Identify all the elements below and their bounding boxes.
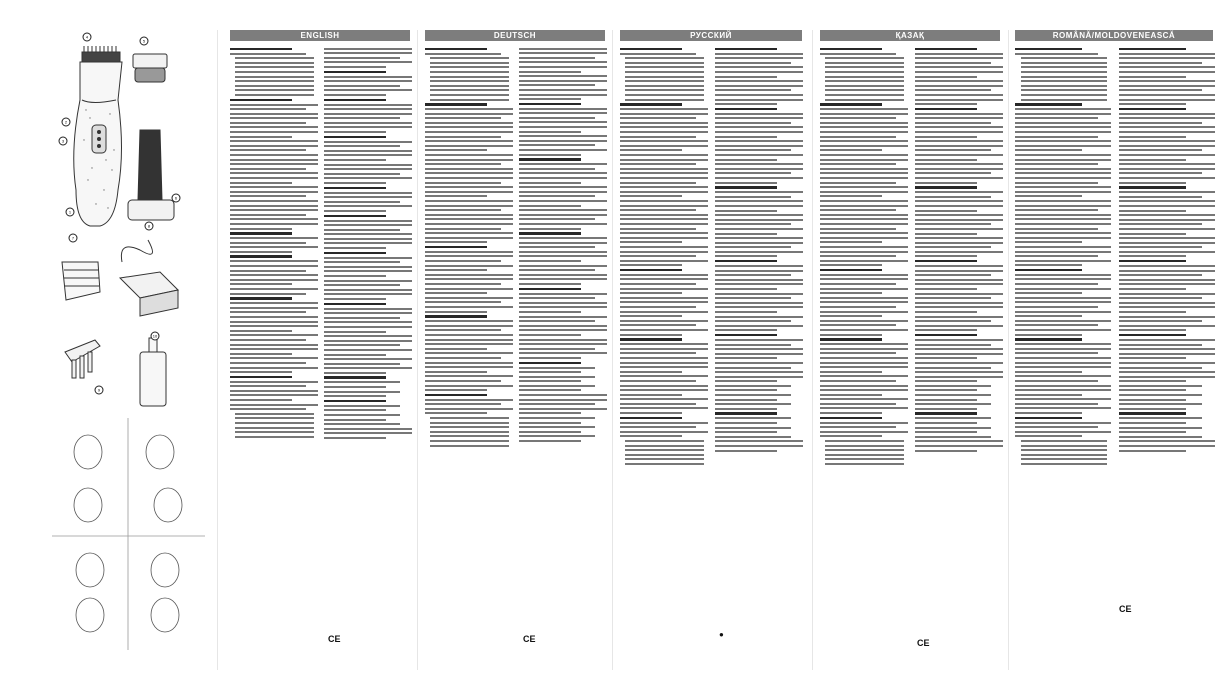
power-adapter-illustration [120,240,178,316]
deutsch-text-left [425,45,513,665]
clipper-illustration [74,46,122,226]
cutting-head-illustration [133,54,167,82]
divider-4 [812,30,813,670]
divider-5 [1008,30,1009,670]
callout-7: 7 [71,235,75,241]
column-english [230,30,414,670]
column-deutsch [425,30,609,670]
english-text-right [324,45,412,665]
callout-2: 2 [64,119,68,125]
deutsch-text-right [519,45,607,665]
divider-2 [417,30,418,670]
column-kazakh [820,30,1006,670]
eac-mark-russian: ● [719,630,724,639]
illustration-column [0,0,210,694]
callout-6: 6 [174,195,178,201]
callout-4: 4 [85,34,89,40]
callout-3: 3 [61,138,65,144]
ce-mark-english: CE [328,634,341,644]
ce-mark-deutsch: CE [523,634,536,644]
callout-10: 10 [152,333,158,339]
cleaning-brush-illustration [65,340,100,378]
callout-5: 5 [142,38,146,44]
divider-3 [612,30,613,670]
header-kazakh: ҚАЗАҚ [820,30,1000,41]
column-romanian [1015,30,1219,670]
callout-9: 9 [97,387,101,393]
russian-text-left [620,45,708,665]
english-text-left [230,45,318,665]
charging-stand-illustration [128,130,174,220]
header-russian: РУССКИЙ [620,30,802,41]
usage-diagrams [52,418,205,650]
oil-bottle-illustration [140,338,166,406]
callout-8: 8 [147,223,151,229]
ce-mark-kazakh: CE [917,638,930,648]
russian-text-right [715,45,803,665]
kazakh-text-left [820,45,908,665]
divider-1 [217,30,218,670]
column-russian [620,30,806,670]
ce-mark-romanian: CE [1119,604,1132,614]
romanian-text-right [1119,45,1215,665]
header-english: ENGLISH [230,30,410,41]
comb-attachment-illustration [62,262,100,300]
kazakh-text-right [915,45,1003,665]
product-illustrations [0,0,210,694]
callout-1: 1 [68,209,72,215]
romanian-text-left [1015,45,1111,665]
header-romanian: ROMÂNĂ/MOLDOVENEASCĂ [1015,30,1213,41]
header-deutsch: DEUTSCH [425,30,605,41]
